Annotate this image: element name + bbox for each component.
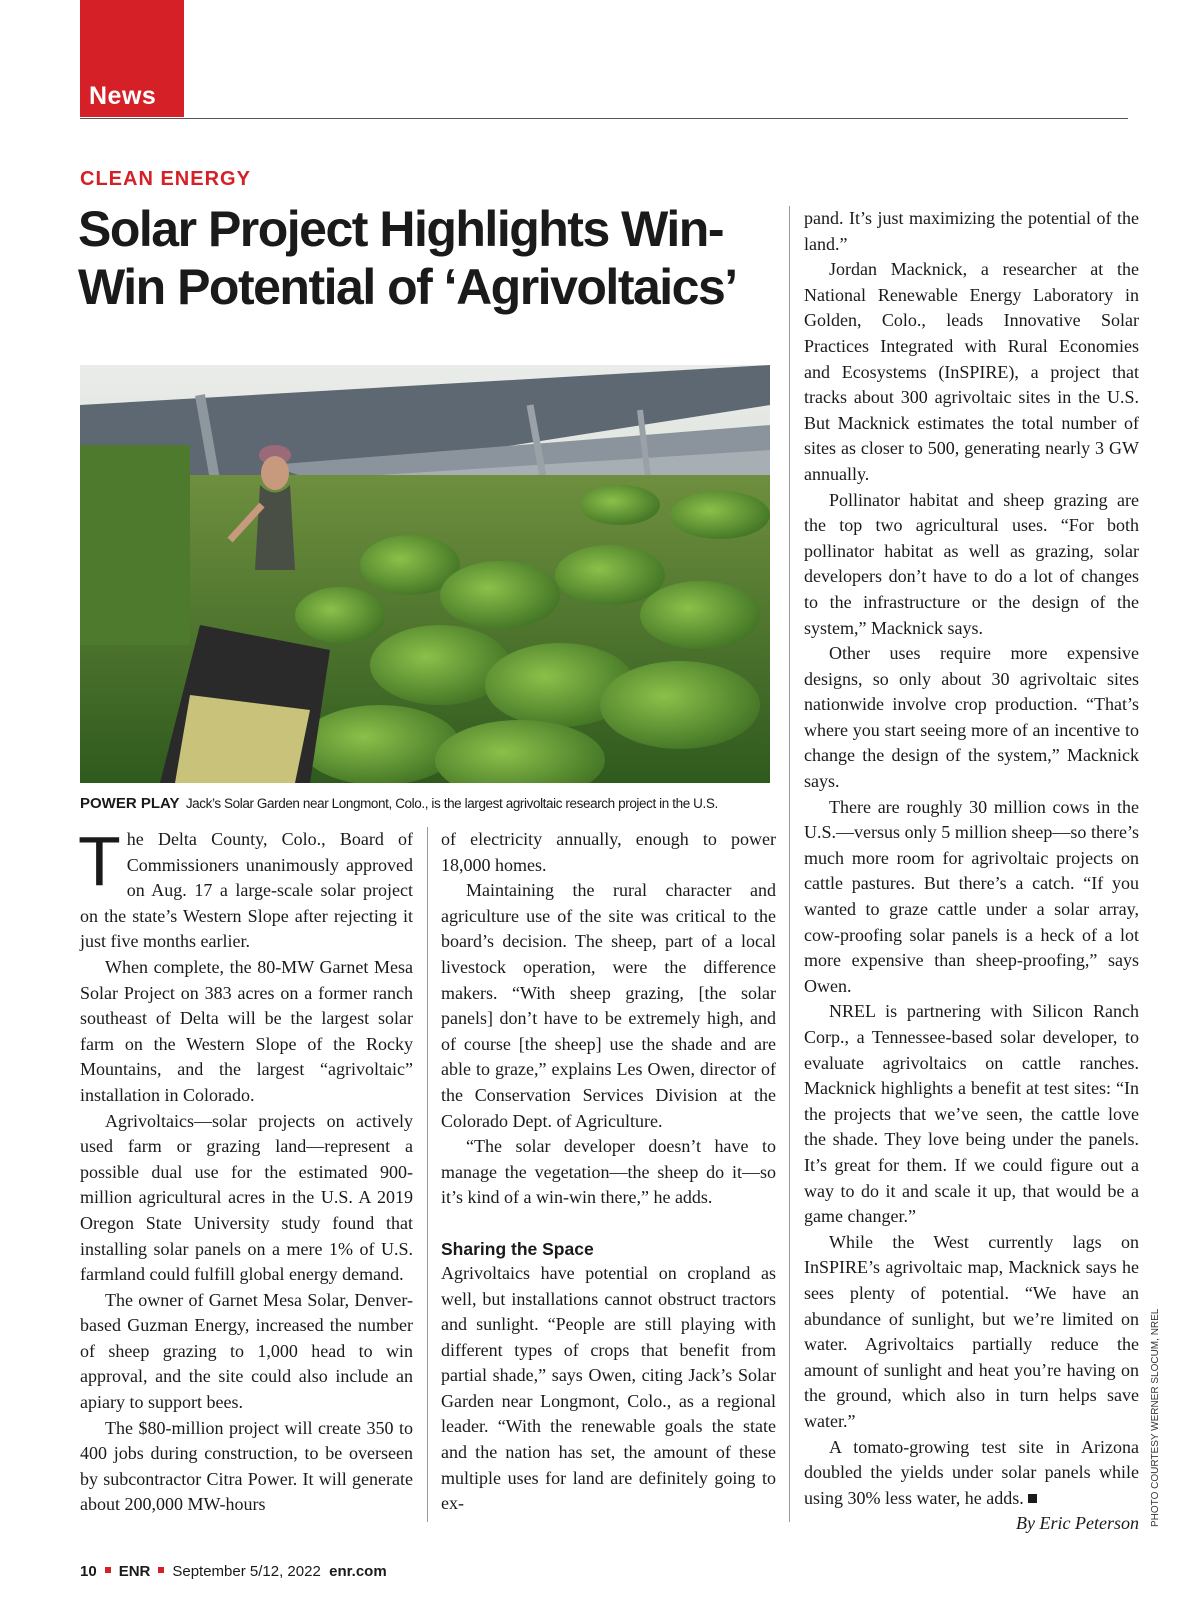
paragraph: NREL is partnering with Silicon Ranch Corp., a Tennessee-based solar developer, to evaluate agrivoltaics on cattle ranches. Macknick highlights a benefit at test sites: “In the projects that we’ve seen, the cattle love the shade. They love being under the panels. It’s great for them. If we could figure out a way to do it and scale it up, that would be a game changer.”: [804, 1001, 1139, 1227]
column-rule: [789, 206, 790, 1522]
section-label: News: [89, 82, 157, 110]
headline: Solar Project Highlights Win-Win Potential of ‘Agrivoltaics’: [78, 201, 737, 315]
page-number: 10: [80, 1563, 97, 1580]
separator-icon: [158, 1567, 164, 1573]
photo-credit: PHOTO COURTESY WERNER SLOCUM, NREL: [1150, 1308, 1161, 1527]
byline: By Eric Peterson: [1016, 1513, 1139, 1534]
paragraph: Agrivoltaics—solar projects on actively used farm or grazing land—represent a possible dual use for the estimated 900-million agricultural acres in the U.S. A 2019 Oregon State University study found that installing solar panels on a mere 1% of U.S. farmland could fulfill global energy demand.: [80, 1110, 413, 1285]
paragraph: Agrivoltaics have potential on cropland as well, but installations cannot obstruct tractors and sunlight. “People are still playing with different types of crops that benefit from partial shade,” says Owen, citing Jack’s Solar Garden near Longmont, Colo., as a regional leader. “With the renewable goals the state and the nation has set, the amount of these multiple uses for land are definitely going to ex-: [441, 1262, 776, 1514]
paragraph: There are roughly 30 million cows in the U.S.—versus only 5 million sheep—so there’s much more room for agrivoltaic projects on cattle pastures. But there’s a catch. “If you wanted to graze cattle under a solar array, cow-proofing solar panels is a heck of a lot more expensive than sheep-proofing,” says Owen.: [804, 796, 1139, 996]
paragraph: The owner of Garnet Mesa Solar, Denver-based Guzman Energy, increased the number of sheep grazing to 1,000 head to win approval, and the site could also include an apiary to support bees.: [80, 1289, 413, 1413]
header-rule: [80, 118, 1128, 119]
paragraph: Maintaining the rural character and agriculture use of the site was critical to the board’s decision. The sheep, part of a local livestock operation, were the difference makers. “With sheep grazing, [the solar panels] don’t have to be extremely high, and of course [the sheep] use the shade and are able to graze,” explains Les Owen, director of the Conservation Services Division at the Colorado Dept. of Agriculture.: [441, 880, 776, 1131]
page-footer: [80, 1563, 387, 1580]
subhead: Sharing the Space: [441, 1238, 594, 1259]
paragraph-text: A tomato-growing test site in Arizona doubled the yields under solar panels while using 30% less water, he adds.: [804, 1436, 1139, 1508]
article-photo: [80, 365, 770, 783]
paragraph: Pollinator habitat and sheep grazing are the top two agricultural uses. “For both pollinator habitat as well as grazing, solar developers don’t have to do a lot of changes to the infrastructure or the design of the system,” Macknick says.: [804, 489, 1139, 638]
paragraph: When complete, the 80-MW Garnet Mesa Solar Project on 383 acres on a former ranch southeast of Delta will be the largest solar farm on the Western Slope of the Rocky Mountains, and the largest “agrivoltaic” installation in Colorado.: [80, 956, 413, 1105]
drop-cap: T: [78, 822, 121, 900]
paragraph: “The solar developer doesn’t have to manage the vegetation—the sheep do it—so it’s kind of a win-win there,” he adds.: [441, 1136, 776, 1208]
paragraph: of electricity annually, enough to power 18,000 homes.: [441, 829, 776, 875]
end-mark-icon: [1028, 1494, 1037, 1503]
photo-caption: [80, 795, 780, 812]
paragraph: Jordan Macknick, a researcher at the National Renewable Energy Laboratory in Golden, Colo., leads Innovative Solar Practices Integrated with Rural Economies and Ecosystems (InSPIRE), a project that tracks about 300 agrivoltaic sites in the U.S. But Macknick estimates the total number of sites as closer to 500, generating nearly 3 GW annually.: [804, 259, 1139, 484]
caption-lead: POWER PLAY: [80, 795, 180, 812]
paragraph-text: he Delta County, Colo., Board of Commissioners unanimously approved on Aug. 17 a large-scale solar project on the state’s Western Slope after rejecting it just five months earlier.: [80, 829, 413, 952]
paragraph: The $80-million project will create 350 to 400 jobs during construction, to be overseen by subcontractor Citra Power. It will generate about 200,000 MW-hours: [80, 1417, 413, 1515]
issue-date: September 5/12, 2022: [172, 1563, 321, 1580]
paragraph: Other uses require more expensive designs, so only about 30 agrivoltaic sites nationwide involve crop production. “That’s where you start seeing more of an incentive to change the design of the system,” Macknick says.: [804, 643, 1139, 792]
column-rule: [427, 827, 428, 1522]
section-tab: [80, 0, 184, 117]
publication-name: ENR: [118, 1563, 151, 1580]
paragraph: While the West currently lags on InSPIRE’s agrivoltaic map, Macknick says he sees plenty of potential. “We have an abundance of sunlight, but we’re limited on water. Agrivoltaics partially reduce the amount of sunlight and heat you’re having on the ground, which also in turn helps save water.”: [804, 1231, 1139, 1431]
caption-text: Jack’s Solar Garden near Longmont, Colo., is the largest agrivoltaic research project in the U.S.: [185, 796, 718, 811]
article-column-3: [804, 206, 1139, 1537]
separator-icon: [105, 1567, 111, 1573]
paragraph: pand. It’s just maximizing the potential of the land.”: [804, 208, 1139, 254]
paragraph: [78, 822, 413, 955]
article-column-2: [441, 827, 776, 1517]
kicker: CLEAN ENERGY: [80, 168, 251, 190]
site-url: enr.com: [329, 1563, 387, 1580]
paragraph: [804, 1435, 1139, 1512]
article-column-1: [78, 822, 413, 1518]
